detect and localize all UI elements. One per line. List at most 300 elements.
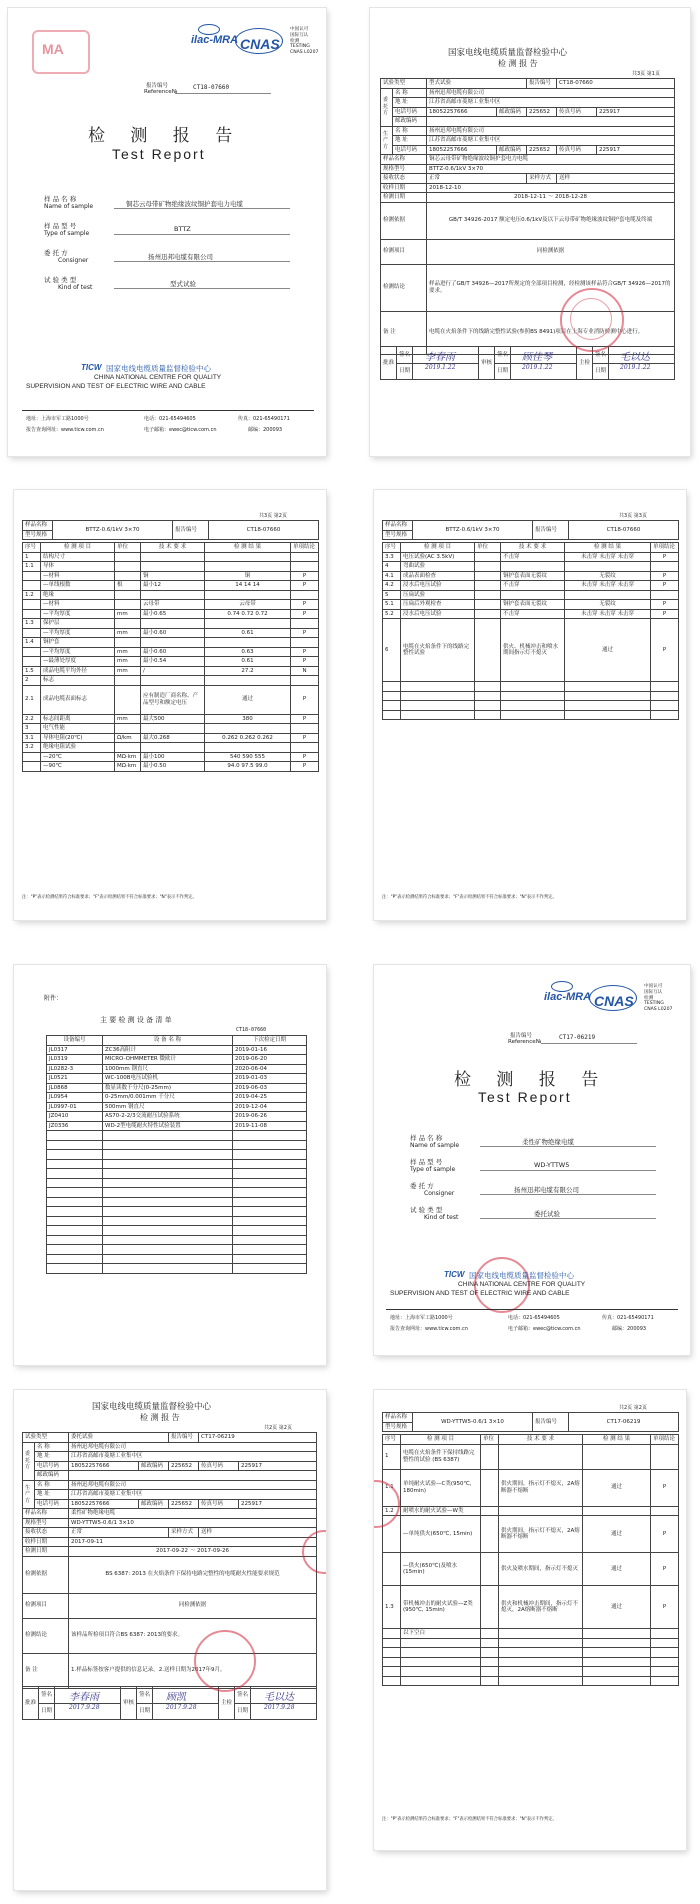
cell-requirement	[141, 590, 205, 600]
info2-row-remark: 备 注	[23, 1653, 69, 1688]
cell-no	[23, 628, 41, 638]
footer-zip: 邮编：200093	[248, 427, 283, 433]
equipment-id: JL0997-01	[47, 1102, 103, 1112]
cell-requirement: 供火期间，指示灯不熄灭，2A熔断器不熔断	[499, 1516, 583, 1553]
result-row	[23, 590, 319, 600]
cell-verdict: P	[651, 600, 679, 610]
cell-unit: mm	[115, 609, 141, 619]
cell-requirement	[499, 1506, 583, 1516]
cell-no: 1.3	[23, 619, 41, 629]
blank-row	[47, 1245, 307, 1255]
cell-result: 通过	[583, 1516, 651, 1553]
cell-item: 电气性能	[41, 724, 115, 734]
result-row	[23, 647, 319, 657]
cell-result: 通过	[583, 1553, 651, 1586]
cell-verdict	[651, 590, 679, 600]
equipment-rows	[47, 1045, 307, 1273]
blank-row	[47, 1264, 307, 1274]
col-no-3: 序号	[383, 543, 401, 553]
r2-footnote: 注："P"表示检测结果符合标准要求；"F"表示检测结果不符合标准要求；"N"表示不作判定。	[382, 1817, 557, 1822]
recv-value: 正常	[427, 174, 527, 184]
cell-requirement	[499, 1629, 583, 1639]
info2-recv: 正常	[69, 1528, 169, 1538]
blank-row	[47, 1207, 307, 1217]
equipment-name: ZC36高阻计	[103, 1045, 233, 1055]
cell-unit: 根	[115, 581, 141, 591]
info-page-number: 共3页 第1页	[632, 71, 660, 77]
info2-no-label: 报告编号	[169, 1433, 199, 1443]
info2-remark: 1.样品标签按客户提供的信息记录。2.送样日期为2017年9月。	[69, 1653, 317, 1688]
cover2-consignor-value: 扬州迅邦电缆有限公司	[514, 1186, 579, 1194]
row-label-kind: 试验类型	[381, 79, 427, 89]
items-value: 同检测依据	[427, 239, 675, 264]
info2-page-number: 共2页 第2页	[264, 1425, 292, 1431]
cell-verdict: P	[291, 581, 319, 591]
cell-result: 未击穿 未击穿 未击穿	[565, 609, 651, 619]
cell-result	[205, 743, 291, 753]
cell-unit	[481, 1586, 499, 1629]
info2-approve-label: 批准	[23, 1687, 39, 1720]
cell-verdict: N	[291, 666, 319, 676]
sample-type-value: BTTZ	[174, 225, 191, 233]
col-item: 检 测 项 目	[41, 543, 115, 553]
blank-row	[383, 1638, 679, 1648]
cell-no: 5.2	[383, 609, 401, 619]
cell-requirement	[141, 676, 205, 686]
signature-tester: 毛以达	[620, 352, 650, 363]
equipment-row	[47, 1055, 307, 1065]
blank-row	[47, 1178, 307, 1188]
ilac-logo-2: ilac-MRA	[544, 991, 592, 1003]
next-calibration-date: 2019-06-26	[233, 1112, 307, 1122]
cell-requirement: 最小0.60	[141, 647, 205, 657]
signature-reviewer: 顾佳琴	[522, 352, 552, 363]
cell-no: 3.3	[383, 552, 401, 562]
basis-value: GB/T 34926-2017 额定电压0.6/1kV及以下云母带矿物绝缘波纹铜护套电缆及终端	[427, 202, 675, 239]
blank-row	[47, 1197, 307, 1207]
cell-unit	[481, 1444, 499, 1469]
cell-item: —供火(650℃)及喷水(15min)	[401, 1553, 481, 1586]
cell-item: 结构尺寸	[41, 552, 115, 562]
cell-item: 绝缘电阻试验	[41, 743, 115, 753]
cell-result: 铜	[205, 571, 291, 581]
cell-verdict: P	[291, 628, 319, 638]
info2-row-test-date: 检测日期	[23, 1547, 69, 1557]
cell-verdict: P	[291, 733, 319, 743]
header-no: CT18-07660	[209, 521, 319, 540]
cell-unit	[115, 676, 141, 686]
cell-result	[205, 552, 291, 562]
cell-verdict: P	[291, 685, 319, 714]
cover2-fax: 传真：021-65490171	[602, 1315, 654, 1321]
r2-header-spec: WD-YTTW5-0.6/1 3×10	[413, 1413, 533, 1432]
cell-requirement: 铜	[141, 571, 205, 581]
result-row	[23, 581, 319, 591]
info2-row-zip: 邮政编码	[35, 1471, 69, 1481]
cell-result: 未击穿 未击穿 未击穿	[565, 552, 651, 562]
cover2-field-kind-en: Kind of test	[424, 1214, 459, 1221]
cell-unit	[475, 619, 501, 682]
cell-requirement	[501, 590, 565, 600]
cell-unit: mm	[115, 666, 141, 676]
cell-result: 0.74 0.72 0.72	[205, 609, 291, 619]
result-row	[23, 628, 319, 638]
cell-item: 电缆在火焰条件下的线路完整性试验	[401, 619, 475, 682]
ilac-globe-icon	[198, 24, 220, 35]
cover2-title-en: Test Report	[478, 1089, 572, 1105]
r2-results-rows	[383, 1444, 679, 1686]
cell-verdict	[291, 724, 319, 734]
report-no-value-2: CT17-06219	[559, 1034, 596, 1041]
row-label-items: 检测项目	[381, 239, 427, 264]
cover2-address: 地址：上海市军工路1000号	[390, 1315, 453, 1321]
info2-c-addr: 江苏省高邮市菱塘工业集中区	[69, 1452, 317, 1462]
cell-verdict	[291, 743, 319, 753]
info2-kind: 委托试验	[69, 1433, 169, 1443]
cell-unit: MΩ·km	[115, 762, 141, 772]
cover2-tel: 电话：021-65494605	[508, 1315, 560, 1321]
row-label-sample: 样品名称	[381, 155, 427, 165]
approve-label: 批准	[381, 347, 397, 380]
cell-item: 以下空白	[401, 1629, 481, 1639]
info2-method-label: 采样方式	[169, 1528, 199, 1538]
cell-item: —90℃	[41, 762, 115, 772]
cnas2-line-4: TESTING	[644, 1001, 664, 1006]
cell-no: 1.2	[23, 590, 41, 600]
blank-row	[383, 701, 679, 711]
cover2-kind-value: 委托试验	[534, 1210, 560, 1218]
equipment-row	[47, 1045, 307, 1055]
result-row	[23, 571, 319, 581]
blank-row	[47, 1159, 307, 1169]
sample-value: 铜芯云母带矿物绝缘波纹铜护套电力电缆	[427, 155, 675, 165]
cnas2-line-1: 中国认可	[644, 984, 663, 989]
cover2-centre-cn: 国家电线电缆质量监督检验中心	[469, 1271, 574, 1280]
cell-item: 铜护套	[41, 638, 115, 648]
cover2-centre-en-2: SUPERVISION AND TEST OF ELECTRIC WIRE AND CABLE	[390, 1290, 570, 1297]
cell-verdict: P	[651, 1553, 679, 1586]
field-kind-cn: 试 验 类 型	[44, 276, 77, 284]
cell-unit	[115, 743, 141, 753]
report-no-value: CT18-07660	[557, 79, 675, 89]
blank-row	[47, 1150, 307, 1160]
cell-result: 0.61	[205, 657, 291, 667]
cover2-field-type-cn: 样 品 型 号	[410, 1158, 443, 1166]
info2-signature-date-1: 2017.9.28	[69, 1704, 100, 1711]
consignor-name: 扬州迅邦电缆有限公司	[427, 88, 675, 98]
ticw-logo-icon: TICW	[81, 363, 102, 372]
date-label-1: 日期	[397, 363, 413, 380]
blank-row	[383, 1667, 679, 1677]
cell-item: —最薄处厚度	[41, 657, 115, 667]
cell-result	[205, 590, 291, 600]
ilac-logo: ilac-MRA	[191, 34, 239, 46]
col-verdict: 单项结论	[291, 543, 319, 553]
page-number-3: 共3页 第3页	[619, 513, 647, 519]
cell-requirement: 最小100	[141, 752, 205, 762]
info2-row-m-phone: 电话号码	[35, 1499, 69, 1509]
blank-row	[383, 710, 679, 720]
cell-item: 浸水后电压试验	[401, 609, 475, 619]
cell-item: —平均厚度	[41, 647, 115, 657]
info2-row-kind: 试验类型	[23, 1433, 69, 1443]
footnote-3: 注："P"表示检测结果符合标准要求；"F"表示检测结果不符合标准要求；"N"表示不作判定。	[382, 895, 557, 900]
cell-no: 2	[23, 676, 41, 686]
field-sample-en: Name of sample	[44, 203, 94, 210]
result-row	[23, 638, 319, 648]
cell-verdict	[291, 590, 319, 600]
info2-basis: BS 6387: 2013 在火焰条件下保持电路完整性的电缆耐火性能要求规范	[69, 1556, 317, 1593]
test-date-value: 2018-12-11 ～ 2018-12-28	[427, 193, 675, 203]
header-no-label: 报告编号	[173, 521, 209, 540]
cell-unit	[481, 1629, 499, 1639]
attachment-label: 附件：	[44, 995, 63, 1002]
row-label-recv: 接收状态	[381, 174, 427, 184]
cell-requirement: 供火及喷水期间，指示灯不熄灭	[499, 1553, 583, 1586]
col-req-3: 技 术 要 求	[501, 543, 565, 553]
official-seal-inner	[570, 298, 612, 340]
col-item-3: 检 测 项 目	[401, 543, 475, 553]
consignor-zip: 225652	[527, 107, 557, 117]
cell-verdict	[651, 562, 679, 572]
cover2-field-consignor-cn: 委 托 方	[410, 1182, 434, 1190]
cell-result: 通过	[205, 685, 291, 714]
recv-date-value: 2018-12-10	[427, 183, 675, 193]
cell-item: 成品表面检查	[401, 571, 475, 581]
test-kind-value: 型式试验	[170, 280, 196, 288]
row-label-conclusion: 检测结论	[381, 264, 427, 311]
next-calibration-date: 2019-01-03	[233, 1074, 307, 1084]
cell-item: 标志间距离	[41, 714, 115, 724]
cell-item: 导体电阻(20℃)	[41, 733, 115, 743]
equipment-title: 主 要 检 测 设 备 清 单	[100, 1016, 172, 1024]
cell-verdict	[291, 638, 319, 648]
cell-item: —平均厚度	[41, 628, 115, 638]
blank-row	[47, 1254, 307, 1264]
centre-name-en-2: SUPERVISION AND TEST OF ELECTRIC WIRE AND CABLE	[26, 383, 206, 390]
info2-signature-date-3: 2017.9.28	[264, 1704, 295, 1711]
cnas-swoosh-icon-2	[589, 985, 637, 1011]
cell-item: 电缆在火焰条件下保持线路完整性的试验 (BS 6387)	[401, 1444, 481, 1469]
cell-verdict: P	[651, 581, 679, 591]
result-row	[23, 724, 319, 734]
field-type-cn: 样 品 型 号	[44, 222, 77, 230]
cell-requirement: 铜护套表面无裂纹	[501, 600, 565, 610]
info2-date-label-2: 日期	[137, 1703, 153, 1720]
cnas-line-2: 国际互认	[290, 33, 309, 38]
cell-no: 1	[383, 1444, 401, 1469]
next-calibration-date: 2019-06-20	[233, 1055, 307, 1065]
signature-date-3: 2019.1.22	[620, 364, 651, 371]
cell-unit	[475, 609, 501, 619]
report-no-label: 报告编号	[146, 83, 169, 89]
cover2-sample-value: 柔性矿物绝缘电缆	[522, 1138, 574, 1146]
eq-col-name: 设 备 名 称	[103, 1036, 233, 1046]
cell-unit	[115, 600, 141, 610]
info2-m-fax: 225917	[239, 1499, 317, 1509]
cover2-type-value: WD-YTTW5	[534, 1161, 570, 1169]
row-label-test-date: 检测日期	[381, 193, 427, 203]
info2-m-name: 扬州迅邦电缆有限公司	[69, 1480, 317, 1490]
report-cover-page-2	[374, 965, 690, 1355]
footer-web: 报告查询网址：www.ticw.com.cn	[26, 427, 104, 433]
cell-unit: mm	[115, 714, 141, 724]
equipment-name: 500mm 钢直尺	[103, 1102, 233, 1112]
cell-unit	[115, 571, 141, 581]
cell-unit	[475, 581, 501, 591]
cell-verdict: P	[651, 552, 679, 562]
result-row	[383, 581, 679, 591]
info2-row-m-addr: 地 址	[35, 1490, 69, 1500]
cell-result: 未击穿 未击穿 未击穿	[565, 581, 651, 591]
cnas-logo: CNAS	[240, 36, 280, 52]
info-table	[380, 78, 675, 355]
result-row	[383, 1469, 679, 1506]
result-row	[383, 1506, 679, 1516]
manufacturer-phone: 18052257666	[427, 145, 497, 155]
info2-tester-label: 主检	[219, 1687, 235, 1720]
field-type-en: Type of sample	[44, 230, 90, 237]
cell-requirement: 最小0.60	[141, 628, 205, 638]
cell-verdict: P	[291, 609, 319, 619]
r2-col-no: 序号	[383, 1435, 401, 1445]
ilac-globe-icon-2	[551, 981, 573, 992]
cell-item: —单线根数	[41, 581, 115, 591]
info2-manufacturer-section: 生产方	[23, 1480, 35, 1509]
cell-result: 540 590 555	[205, 752, 291, 762]
info2-no: CT17-06219	[199, 1433, 317, 1443]
manufacturer-zip: 225652	[527, 145, 557, 155]
cell-unit: Ω/km	[115, 733, 141, 743]
cell-no	[23, 581, 41, 591]
cell-requirement: 供火、机械冲击和喷水期间指示灯不熄灭	[501, 619, 565, 682]
cnas-logo-2: CNAS	[594, 993, 634, 1009]
info2-row-addr: 地 址	[35, 1452, 69, 1462]
cell-item: 压扁试验	[401, 590, 475, 600]
cnas2-line-5: CNAS L0207	[644, 1007, 673, 1012]
cell-item: —材料	[41, 600, 115, 610]
cell-requirement: 最大0.268	[141, 733, 205, 743]
cell-no: 1.1	[23, 562, 41, 572]
report-no-label-en-2: Reference№	[508, 1039, 542, 1045]
cell-result	[583, 1629, 651, 1639]
cover-title-en: Test Report	[112, 146, 206, 162]
info2-official-seal	[194, 1630, 256, 1692]
info2-sign-label-3: 签名	[235, 1687, 251, 1704]
info2-date-label-3: 日期	[235, 1703, 251, 1720]
result-row	[383, 1516, 679, 1553]
sign-label-1: 签名	[397, 347, 413, 364]
info2-signature-reviewer: 顾凯	[166, 1692, 186, 1703]
main-tester-label: 主检	[577, 347, 593, 380]
cell-verdict: P	[291, 762, 319, 772]
results-table-2	[22, 542, 319, 772]
report-no-label-en: Reference№	[144, 89, 178, 95]
conclusion-value: 样品进行了GB/T 34926—2017所规定的全部项目检测，经检测该样品符合GB/T 34926—2017的要求。	[427, 264, 675, 311]
cell-no: 4.2	[383, 581, 401, 591]
cell-requirement: 最小0.50	[141, 762, 205, 772]
col-req: 技 术 要 求	[141, 543, 205, 553]
cell-item: 保护层	[41, 619, 115, 629]
cell-no	[23, 609, 41, 619]
cell-result	[205, 638, 291, 648]
header-no-3: CT18-07660	[569, 521, 679, 540]
result-row	[383, 1586, 679, 1629]
remark-value: 电缆在火焰条件下的线路完整性试验(参照BS 8491)项目在上海专业消防检测中心进行。	[427, 311, 675, 354]
blank-row	[47, 1188, 307, 1198]
cell-item: 浸水后电压试验	[401, 581, 475, 591]
result-row	[23, 714, 319, 724]
report-info-page-2	[14, 1390, 326, 1890]
cell-result: 通过	[583, 1469, 651, 1506]
info2-m-zip-label: 邮政编码	[139, 1499, 169, 1509]
cell-result: 0.262 0.262 0.262	[205, 733, 291, 743]
info2-row-items: 检测项目	[23, 1593, 69, 1618]
report-no-label-2: 报告编号	[510, 1033, 533, 1039]
r2-header-spec-label: 型号规格	[383, 1422, 413, 1432]
cover2-zip: 邮编：200093	[612, 1326, 647, 1332]
report-info-page-1	[370, 8, 690, 456]
sign-label-3: 签名	[593, 347, 609, 364]
cell-item: 绝缘	[41, 590, 115, 600]
results-rows-3	[383, 552, 679, 720]
cell-item: 耐喷水的耐火试验—W类	[401, 1506, 481, 1516]
info2-m-phone: 18052257666	[69, 1499, 139, 1509]
equipment-row	[47, 1074, 307, 1084]
cell-verdict: P	[651, 1469, 679, 1506]
info2-header-cn: 国家电线电缆质量监督检验中心	[92, 1402, 212, 1412]
cell-requirement	[501, 562, 565, 572]
header-spec-3: BTTZ-0.6/1kV 3×70	[413, 521, 533, 540]
cell-requirement: 最小12	[141, 581, 205, 591]
cover2-field-sample-en: Name of sample	[410, 1142, 460, 1149]
cell-requirement: 最大500	[141, 714, 205, 724]
next-calibration-date: 2019-11-08	[233, 1121, 307, 1131]
info2-row-basis: 检测依据	[23, 1556, 69, 1593]
row-label-remark: 备 注	[381, 311, 427, 354]
cell-no	[383, 1553, 401, 1586]
m-fax-label: 传真号码	[557, 145, 597, 155]
result-row	[23, 609, 319, 619]
cell-unit	[481, 1553, 499, 1586]
r2-col-req: 技 术 要 求	[499, 1435, 583, 1445]
cover2-field-kind-cn: 试 验 类 型	[410, 1206, 443, 1214]
r2-header-table	[382, 1412, 679, 1432]
info2-phone: 18052257666	[69, 1461, 139, 1471]
cell-requirement	[141, 743, 205, 753]
row-label-addr: 地 址	[393, 98, 427, 108]
info2-row-conclusion: 检测结论	[23, 1618, 69, 1653]
cell-requirement: 最小0.65	[141, 609, 205, 619]
header-spec: BTTZ-0.6/1kV 3×70	[53, 521, 173, 540]
cell-verdict	[291, 552, 319, 562]
zip-label: 邮政编码	[497, 107, 527, 117]
r2-results-table	[382, 1434, 679, 1686]
cell-item: —材料	[41, 571, 115, 581]
cell-requirement: 不击穿	[501, 581, 565, 591]
cover2-title-cn: 检 测 报 告	[454, 1070, 609, 1090]
result-row	[383, 619, 679, 682]
cell-no	[23, 600, 41, 610]
equipment-name: WD-2型电缆耐火特性试验装置	[103, 1121, 233, 1131]
cell-unit	[115, 552, 141, 562]
col-no: 序号	[23, 543, 41, 553]
info2-m-addr: 江苏省高邮市菱塘工业集中区	[69, 1490, 317, 1500]
result-row	[23, 752, 319, 762]
cell-verdict	[651, 1629, 679, 1639]
cell-unit	[115, 638, 141, 648]
header-sample-label: 样品名称	[23, 521, 53, 531]
